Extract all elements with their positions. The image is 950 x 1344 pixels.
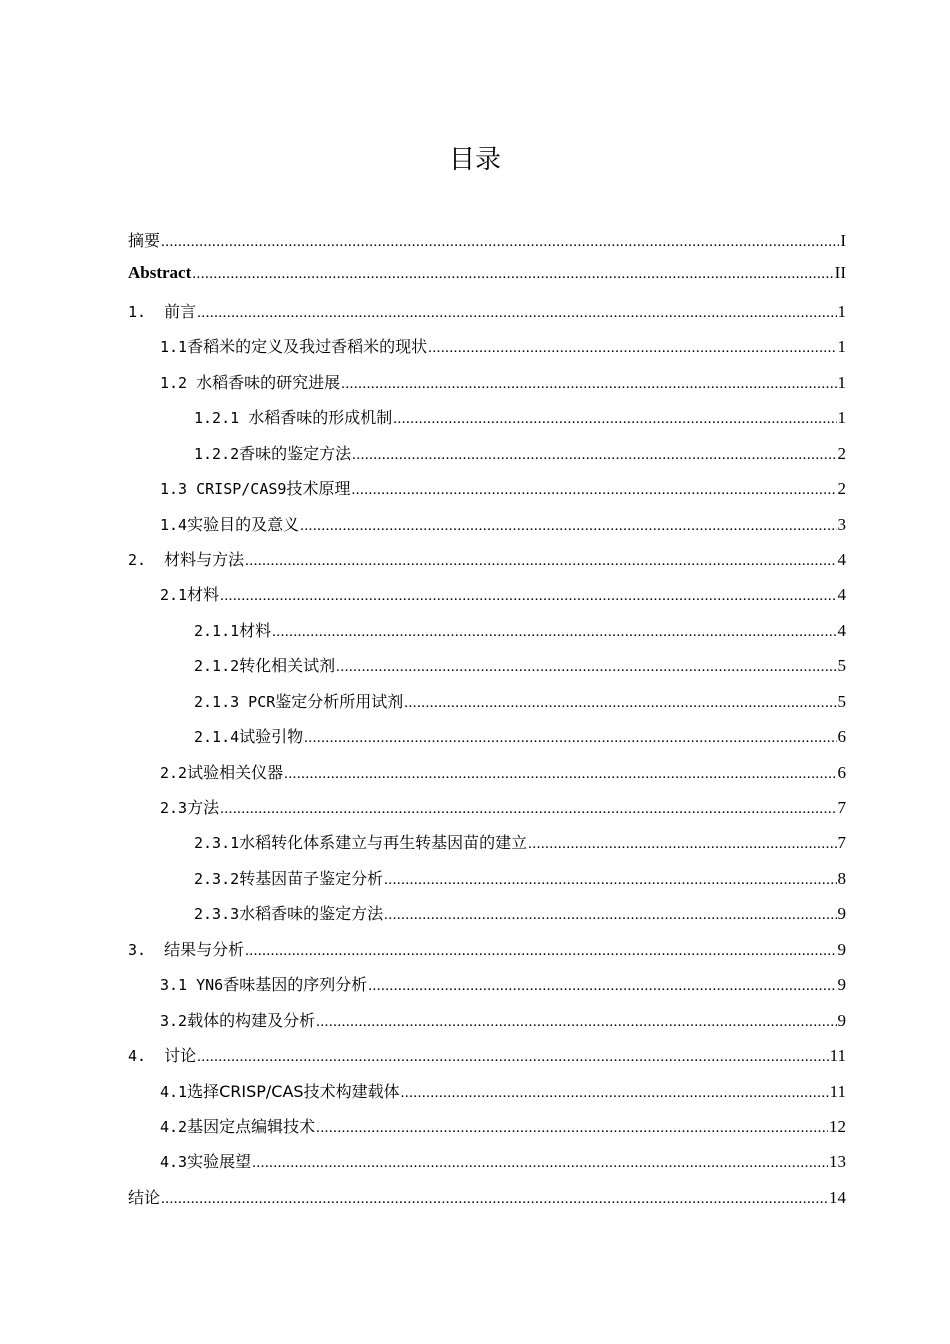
- toc-entry-title: 载体的构建及分析: [187, 1010, 316, 1030]
- toc-entry[interactable]: [128, 972, 846, 1007]
- toc-entry[interactable]: [128, 547, 846, 582]
- toc-entry-title: 材料: [187, 585, 220, 605]
- toc-entry-title: 材料: [239, 620, 272, 640]
- dot-leader: [351, 482, 836, 499]
- toc-entry-page-number: 6: [837, 762, 846, 782]
- table-of-contents: [128, 228, 846, 1220]
- dot-leader: [393, 411, 836, 428]
- toc-entry-number: 2.3.3: [194, 905, 240, 924]
- toc-entry-number: 4.1: [160, 1082, 188, 1101]
- dot-leader: [428, 340, 836, 357]
- toc-entry-page-number: 3: [837, 514, 846, 534]
- toc-entry[interactable]: [128, 760, 846, 795]
- toc-entry-title: 水稻香味的鉴定方法: [239, 904, 384, 924]
- toc-entry[interactable]: [128, 405, 846, 440]
- toc-entry-number: 2.1.4: [194, 728, 240, 747]
- toc-entry[interactable]: [128, 689, 846, 724]
- dot-leader: [304, 730, 836, 747]
- toc-entry-title: 讨论: [164, 1046, 197, 1066]
- toc-entry[interactable]: [128, 618, 846, 653]
- toc-entry-title: 鉴定分析所用试剂: [275, 691, 404, 711]
- page-title: 目录: [448, 145, 501, 175]
- toc-entry-page-number: I: [840, 231, 846, 250]
- toc-entry-number: 2.1.3 PCR: [194, 692, 276, 711]
- toc-entry-number: 1.2.1: [194, 409, 249, 428]
- toc-entry-page-number: 1: [837, 337, 846, 357]
- toc-entry-title: 实验目的及意义: [187, 514, 300, 534]
- toc-entry[interactable]: [128, 830, 846, 865]
- toc-entry-title: 选择CRISP/CAS技术构建载体: [187, 1081, 400, 1101]
- toc-entry-number: 1.3 CRISP/CAS9: [160, 480, 287, 499]
- dot-leader: [197, 1049, 828, 1066]
- toc-entry-page-number: 9: [837, 975, 846, 995]
- toc-entry[interactable]: [128, 370, 846, 405]
- toc-entry-page-number: 7: [837, 833, 846, 853]
- toc-entry[interactable]: [128, 866, 846, 901]
- toc-entry[interactable]: [128, 1114, 846, 1149]
- toc-entry-title: 试验相关仪器: [187, 762, 284, 782]
- dot-leader: [300, 518, 836, 535]
- dot-leader: [404, 695, 836, 712]
- toc-entry-number: 2.3: [160, 799, 188, 817]
- toc-entry-number: 3.2: [160, 1011, 188, 1030]
- toc-entry-number: 1.1: [160, 338, 188, 357]
- toc-entry[interactable]: [128, 1149, 846, 1184]
- toc-entry[interactable]: [128, 724, 846, 759]
- toc-entry-number: 3.1 YN6: [160, 976, 224, 995]
- toc-entry-page-number: 5: [837, 656, 846, 676]
- toc-entry-page-number: 8: [837, 868, 846, 888]
- toc-entry-number: 1.2: [160, 373, 197, 392]
- toc-entry-title: 结果与分析: [164, 939, 245, 959]
- toc-entry-title: 摘要: [128, 231, 161, 250]
- toc-entry-page-number: 2: [837, 479, 846, 499]
- dot-leader: [192, 266, 833, 283]
- dot-leader: [197, 305, 836, 322]
- toc-entry-page-number: 11: [829, 1046, 846, 1066]
- toc-entry-number: 2.2: [160, 763, 188, 782]
- dot-leader: [161, 1191, 828, 1208]
- toc-entry-title: 水稻香味的研究进展: [196, 372, 341, 392]
- toc-entry-number: 4.: [128, 1047, 165, 1066]
- toc-entry-title: 香稻米的定义及我过香稻米的现状: [187, 337, 428, 357]
- toc-entry-number: 1.4: [160, 515, 188, 534]
- toc-entry-number: 4.2: [160, 1117, 188, 1136]
- toc-entry[interactable]: [128, 1043, 846, 1078]
- toc-entry-page-number: 1: [837, 408, 846, 428]
- toc-entry-page-number: 1: [837, 301, 846, 321]
- dot-leader: [401, 1085, 829, 1102]
- toc-entry-title: 试验引物: [239, 727, 304, 747]
- toc-entry-page-number: 9: [837, 1010, 846, 1030]
- dot-leader: [161, 234, 839, 251]
- dot-leader: [384, 872, 836, 889]
- toc-entry-page-number: 11: [829, 1081, 846, 1101]
- toc-entry[interactable]: [128, 901, 846, 936]
- toc-entry-page-number: 9: [837, 939, 846, 959]
- toc-entry-number: 3.: [128, 940, 165, 959]
- toc-entry[interactable]: [128, 795, 846, 830]
- dot-leader: [252, 1155, 828, 1172]
- toc-entry-title: 前言: [164, 301, 197, 321]
- toc-entry[interactable]: [128, 1079, 846, 1114]
- toc-entry-page-number: 6: [837, 727, 846, 747]
- toc-entry-page-number: 4: [837, 585, 846, 605]
- toc-entry-title: 水稻转化体系建立与再生转基因苗的建立: [239, 833, 528, 853]
- dot-leader: [336, 659, 836, 676]
- toc-entry[interactable]: [128, 582, 846, 617]
- toc-entry-page-number: 5: [837, 691, 846, 711]
- toc-entry-page-number: 2: [837, 443, 846, 463]
- toc-entry-page-number: 14: [829, 1187, 846, 1207]
- toc-entry-title: 方法: [187, 798, 220, 817]
- dot-leader: [220, 588, 836, 605]
- toc-entry-title: 材料与方法: [164, 549, 245, 569]
- toc-entry[interactable]: [128, 1185, 846, 1220]
- toc-entry-number: 2.3.2: [194, 869, 240, 888]
- toc-entry-page-number: 4: [837, 620, 846, 640]
- toc-entry-title: 技术原理: [286, 479, 351, 499]
- toc-entry[interactable]: [128, 228, 846, 263]
- toc-entry[interactable]: [128, 299, 846, 334]
- toc-entry-number: 2.3.1: [194, 834, 240, 853]
- dot-leader: [528, 836, 836, 853]
- toc-entry-page-number: 4: [837, 549, 846, 569]
- toc-entry[interactable]: [128, 937, 846, 972]
- toc-entry[interactable]: [128, 476, 846, 511]
- toc-entry-title: 香味的鉴定方法: [239, 443, 352, 463]
- toc-entry-number: 1.2.2: [194, 444, 240, 463]
- dot-leader: [245, 943, 836, 960]
- dot-leader: [245, 553, 836, 570]
- toc-entry-title: 基因定点编辑技术: [187, 1116, 316, 1136]
- toc-entry-page-number: 1: [837, 372, 846, 392]
- toc-entry[interactable]: [128, 441, 846, 476]
- toc-entry-number: 2.1.1: [194, 621, 240, 640]
- toc-entry-title: 香味基因的序列分析: [223, 975, 368, 995]
- toc-entry-title: 实验展望: [187, 1152, 252, 1172]
- dot-leader: [272, 624, 836, 641]
- toc-entry-title: 结论: [128, 1187, 161, 1207]
- toc-entry-page-number: 7: [837, 798, 846, 817]
- dot-leader: [352, 447, 836, 464]
- toc-entry[interactable]: [128, 263, 846, 298]
- toc-entry-page-number: 13: [829, 1152, 846, 1172]
- toc-entry-page-number: II: [834, 263, 846, 283]
- toc-entry-title: 水稻香味的形成机制: [248, 408, 393, 428]
- toc-entry-page-number: 9: [837, 904, 846, 924]
- toc-entry[interactable]: [128, 1008, 846, 1043]
- toc-entry-number: 2.1.2: [194, 657, 240, 676]
- toc-entry-number: 4.3: [160, 1153, 188, 1172]
- dot-leader: [316, 1120, 828, 1137]
- dot-leader: [368, 978, 836, 995]
- dot-leader: [341, 376, 836, 393]
- toc-entry-number: 2.: [128, 550, 165, 569]
- toc-entry[interactable]: [128, 653, 846, 688]
- toc-entry-title: 转化相关试剂: [239, 656, 336, 676]
- toc-entry-page-number: 12: [829, 1116, 846, 1136]
- dot-leader: [316, 1014, 836, 1031]
- toc-entry-number: 1.: [128, 302, 165, 321]
- toc-entry-title: 转基因苗子鉴定分析: [239, 868, 384, 888]
- toc-entry[interactable]: [128, 334, 846, 369]
- toc-entry[interactable]: [128, 512, 846, 547]
- dot-leader: [220, 801, 836, 818]
- toc-entry-title: Abstract: [128, 263, 192, 283]
- dot-leader: [284, 766, 836, 783]
- dot-leader: [384, 907, 836, 924]
- toc-entry-number: 2.1: [160, 586, 188, 605]
